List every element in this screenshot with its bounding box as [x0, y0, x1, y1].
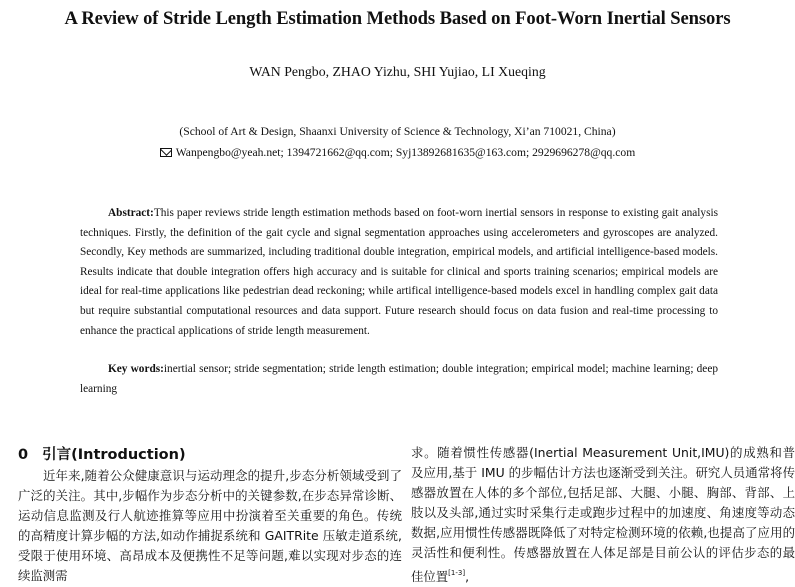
left-column [18, 446, 402, 586]
paper-title: A Review of Stride Length Estimation Methods Based on Foot-Worn Inertial Sensors [64, 8, 731, 29]
keywords-text: inertial sensor; stride segmentation; stride length estimation; double integration; empirical model; machine learning; deep learning [80, 363, 718, 395]
email-addresses: Wanpengbo@yeah.net; 1394721662@qq.com; Syj13892681635@163.com; 2929696278@qq.com [175, 146, 636, 159]
keywords-label: Key words: [108, 363, 164, 375]
abstract-label: Abstract: [108, 207, 154, 219]
section-title: 引言(Introduction) [42, 447, 186, 463]
intro-paragraph-right [411, 443, 795, 587]
intro-text-right: 求。随着惯性传感器(Inertial Measurement Unit,IMU)的成熟和普及应用,基于 IMU 的步幅估计方法也逐渐受到关注。研究人员通常将传感器放置在人体的多个部位,包括足部、大腿、小腿、胸部、背部、上肢以及头部,通过实时采集行走或跑步过程中的加速度、角速度等动态数据,应用惯性传感器既降低了对特定检测环境的依赖,也提高了应用的灵活性和便利性。传感器放置在人体足部是目前公认的评估步态的最佳位置 [411, 445, 795, 584]
intro-text-tail: , [465, 569, 470, 584]
affiliation: (School of Art & Design, Shaanxi University of Science & Technology, Xi’an 710021, China) [179, 125, 616, 138]
right-column [411, 443, 795, 587]
citation: [1-3] [448, 569, 466, 577]
email-line [0, 146, 795, 159]
abstract-text: This paper reviews stride length estimation methods based on foot-worn inertial sensors in response to existing gait analysis techniques. Firstly, the definition of the gait cycle and signal segmentation approaches using accelerometers and gyroscopes are analyzed. Secondly, Key methods are summarized, including traditional double integration, empirical models, and artificial intelligence-based models. Results indicate that double integration offers high accuracy and is suitable for clinical and sports training scenarios; empirical models are ideal for real-time applications like pedestrian dead reckoning; while artifical intelligence-based models excel in handling complex gait data but require substantial computational resources and data support. Future research should focus on data fusion and real-time processing to enhance the practical applications of stride length measurement. [80, 207, 718, 337]
author-list: WAN Pengbo, ZHAO Yizhu, SHI Yujiao, LI Xueqing [249, 64, 546, 79]
section-heading [18, 446, 402, 465]
keywords [80, 360, 718, 399]
abstract [80, 204, 718, 341]
section-number: 0 [18, 447, 29, 463]
intro-paragraph-left: 近年来,随着公众健康意识与运动理念的提升,步态分析领域受到了广泛的关注。其中,步幅作为步态分析中的关键参数,在步态异常诊断、运动信息监测及行人航迹推算等应用中扮演着至关重要的角色。传统的高精度计算步幅的方法,如动作捕捉系统和 GAITRite 压敏走道系统,受限于使用环境、高昂成本及便携性不足等问题,难以实现对步态的连续监测需 [18, 468, 402, 583]
envelope-icon [160, 148, 172, 157]
